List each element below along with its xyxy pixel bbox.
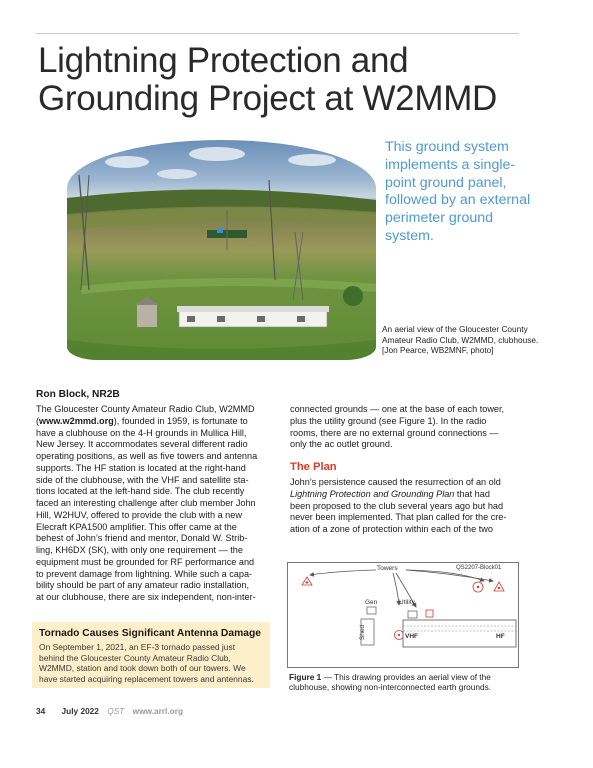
club-website-link[interactable]: www.w2mmd.org	[39, 415, 114, 426]
body-line: equipment must be grounded for RF performance and	[36, 556, 255, 567]
magazine-name: QST	[107, 706, 125, 716]
issue-date: July 2022	[61, 706, 99, 716]
title-line-2: Grounding Project at W2MMD	[38, 79, 498, 118]
vhf-label: VHF	[405, 633, 418, 640]
photo-caption: An aerial view of the Gloucester County Amateur Radio Club, W2MMD, clubhouse. [Jon Pearce, WB2MNF, photo]	[382, 324, 539, 356]
generator-box	[367, 607, 376, 614]
tower-marker-icon	[494, 582, 504, 591]
body-line: ation of a zone of protection within each of the two	[290, 524, 493, 534]
body-line: never been implemented. That plan called for the cre-	[290, 512, 507, 523]
body-column-2-plan	[290, 477, 526, 536]
website-link[interactable]: www.arrl.org	[132, 706, 184, 716]
page-number: 34	[36, 706, 46, 716]
tower-marker-icon	[302, 577, 312, 585]
body-line: side of the clubhouse, with the VHF and satellite sta-	[36, 474, 249, 485]
hf-label: HF	[496, 633, 505, 640]
body-line: bility should be part of any amateur radio installation,	[36, 580, 250, 591]
body-line: only the ac outlet ground.	[290, 439, 393, 450]
sidebar-line: W2MMD, station and took down both of our towers. We	[39, 663, 246, 674]
body-line: Hill, W2HUV, offered to provide the club with a new	[36, 509, 242, 520]
sidebar-line: have started acquiring replacement towers and antennas.	[39, 673, 254, 684]
body-line: at our clubhouse, there are six independent, non-inter-	[36, 592, 256, 602]
sidebar-line: behind the Gloucester County Amateur Radio Club,	[39, 652, 231, 663]
body-line: faced an interesting challenge after club member John	[36, 498, 256, 508]
sidebar-line: On September 1, 2021, an EF-3 tornado passed just	[39, 642, 236, 652]
aerial-photo-illustration	[67, 140, 376, 360]
body-column-2-intro	[290, 404, 526, 451]
sidebar-title: Tornado Causes Significant Antenna Damage	[39, 628, 261, 639]
ground-marker-icon	[426, 610, 433, 617]
utility-box	[408, 611, 417, 618]
body-line: rooms, there are no external ground connections —	[290, 427, 499, 438]
figure-id-label: QS2207-Block01	[456, 565, 502, 571]
body-line: connected grounds — one at the base of each tower,	[290, 404, 505, 414]
body-line: supports. The HF station is located at the right-hand	[36, 462, 246, 473]
body-line: operating positions, as well as five towers and antenna	[36, 451, 258, 461]
body-line: tions located at the left-hand side. The club recently	[36, 486, 245, 497]
body-line: Lightning Protection and Grounding Plan that had	[290, 488, 490, 499]
figure-1-diagram	[287, 562, 519, 668]
body-line: Elecraft KPA1500 amplifier. This offer came at the	[36, 521, 237, 532]
page-footer	[36, 706, 183, 716]
section-heading-the-plan: The Plan	[290, 461, 337, 473]
pull-quote: This ground system implements a single-point ground panel, followed by an external perimeter ground system.	[385, 139, 531, 244]
body-line: been proposed to the club several years ago but had	[290, 500, 504, 511]
body-line: behest of John’s friend and mentor, Donald W. Strib-	[36, 533, 248, 544]
gen-label: Gen	[365, 599, 378, 606]
figure-1-drawing	[288, 563, 518, 667]
body-line: have a clubhouse on the 4-H grounds in Mullica Hill,	[36, 427, 247, 438]
aerial-photo	[67, 140, 376, 360]
body-line: New Jersey. It accommodates several different radio	[36, 439, 248, 450]
utility-label: Utility	[399, 599, 415, 606]
towers-label: Towers	[377, 565, 398, 572]
body-line: ling, KH6DX (SK), with only one requirement — the	[36, 545, 243, 555]
tornado-sidebar	[32, 622, 270, 688]
body-line: to prevent damage from lightning. While such a capa-	[36, 568, 253, 579]
title-line-1: Lightning Protection and	[38, 41, 409, 80]
sidebar-body	[39, 642, 263, 684]
body-line: (www.w2mmd.org), founded in 1959, is fortunate to	[36, 415, 248, 426]
body-line: John’s persistence caused the resurrection of an old	[290, 477, 501, 487]
body-column-1	[36, 404, 272, 604]
top-rule	[36, 33, 519, 34]
article-title	[38, 42, 558, 118]
shed-label: Shed	[359, 624, 367, 641]
body-line: The Gloucester County Amateur Radio Club, W2MMD	[36, 404, 255, 414]
body-line: plus the utility ground (see Figure 1). In the radio	[290, 415, 487, 426]
figure-1-caption: Figure 1 — This drawing provides an aerial view of the clubhouse, showing non-interconnected earth grounds.	[289, 672, 492, 692]
author-byline: Ron Block, NR2B	[36, 389, 120, 400]
